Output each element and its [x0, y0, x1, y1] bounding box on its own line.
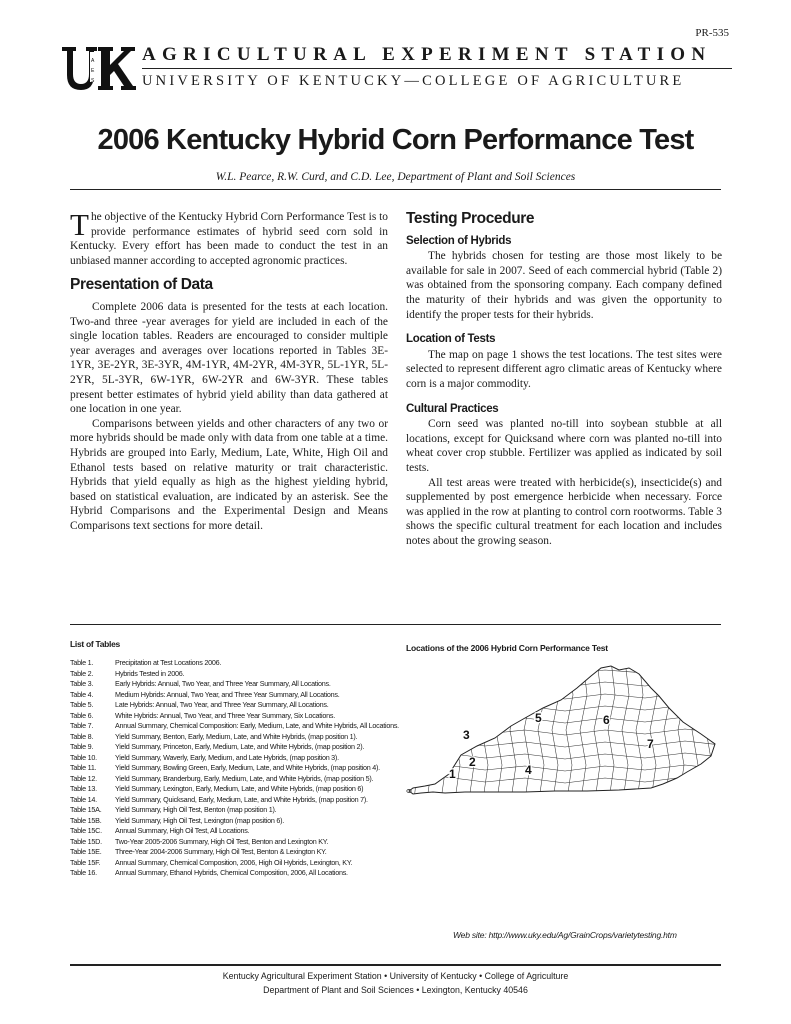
table-description: Yield Summary, Bowling Green, Early, Medium, Late, and White Hybrids, (map position 4).	[115, 763, 380, 772]
testing-heading: Testing Procedure	[406, 210, 535, 227]
table-number: Table 10.	[70, 752, 97, 762]
university-name: UNIVERSITY OF KENTUCKY—COLLEGE OF AGRICULTURE	[142, 73, 685, 89]
table-description: Yield Summary, High Oil Test, Lexington (map position 6).	[115, 815, 284, 825]
map-label-6: 6	[603, 713, 610, 727]
table-number: Table 15D.	[70, 836, 102, 846]
map-title: Locations of the 2006 Hybrid Corn Performance Test	[406, 643, 608, 653]
location-paragraph: The map on page 1 shows the test locations. The test sites were selected to represent different agro climatic areas of Kentucky where corn is a major commodity.	[406, 348, 722, 390]
kentucky-county-map	[405, 660, 721, 800]
station-name: AGRICULTURAL EXPERIMENT STATION	[142, 44, 712, 65]
table-number: Table 3.	[70, 679, 94, 688]
list-item	[70, 784, 432, 795]
list-item	[70, 711, 432, 722]
table-number: Table 15E.	[70, 847, 102, 856]
table-description: Annual Summary, High Oil Test, All Locations.	[115, 826, 250, 835]
list-item	[70, 837, 432, 848]
list-item	[70, 816, 432, 827]
list-item	[70, 742, 432, 753]
selection-heading: Selection of Hybrids	[406, 234, 512, 247]
selection-paragraph: The hybrids chosen for testing are those most likely to be available for sale in 2007. Seed of each commercial hybrid (Table 2) was obtained from the sponsoring company. Each company defined the maturity of their hybrids and was given the opportunity to identify the proper tests for their hybrids.	[406, 250, 722, 321]
uk-logo-icon	[60, 44, 136, 92]
map-label-3: 3	[463, 728, 470, 742]
presentation-heading: Presentation of Data	[70, 276, 213, 294]
svg-text:E: E	[91, 68, 95, 74]
table-number: Table 13.	[70, 784, 97, 793]
list-of-tables-title: List of Tables	[70, 639, 120, 649]
map-label-7: 7	[647, 737, 654, 751]
table-number: Table 15A.	[70, 805, 102, 814]
table-number: Table 4.	[70, 689, 94, 699]
table-description: Annual Summary, Ethanol Hybrids, Chemical Composition, 2006, All Locations.	[115, 868, 348, 877]
list-item	[70, 753, 432, 764]
map-label-4: 4	[525, 763, 532, 777]
table-description: Three-Year 2004-2006 Summary, High Oil Test, Benton & Lexington KY.	[115, 847, 327, 856]
table-number: Table 2.	[70, 668, 94, 678]
table-number: Table 15C.	[70, 826, 102, 835]
list-item	[70, 847, 432, 858]
table-description: Annual Summary, Chemical Composition: Early, Medium, Late, and White Hybrids, All Locations.	[115, 721, 399, 730]
table-description: Medium Hybrids: Annual, Two Year, and Three Year Summary, All Locations.	[115, 689, 340, 699]
table-description: Two-Year 2005-2006 Summary, High Oil Test, Benton and Lexington KY.	[115, 836, 329, 846]
cultural-heading: Cultural Practices	[406, 402, 499, 415]
table-number: Table 8.	[70, 731, 94, 741]
list-item	[70, 868, 432, 879]
table-description: Early Hybrids: Annual, Two Year, and Three Year Summary, All Locations.	[115, 679, 331, 688]
table-description: Yield Summary, Benton, Early, Medium, Late, and White Hybrids, (map position 1).	[115, 731, 358, 741]
footer-line-2: Department of Plant and Soil Sciences • Lexington, Kentucky 40546	[263, 985, 528, 995]
list-of-tables	[70, 658, 432, 879]
intro-paragraph	[70, 207, 388, 268]
presentation-paragraph-1: Complete 2006 data is presented for the tests at each location. Two-and three -year averages for yield are included in each of the single location tables. Readers are encouraged to consider multiple year averages and averages over locations reported in Tables 3E-1YR, 3E-2YR, 3E-3YR, 4M-1YR, 4M-2YR, 4M-3YR, 5L-1YR, 5L-2YR, 5L-3YR, 6W-1YR, 6W-2YR and 6W-3YR. These tables present better estimates of hybrid yield ability than data gathered at one location in one year.	[70, 300, 388, 416]
list-item	[70, 732, 432, 743]
table-number: Table 6.	[70, 710, 94, 720]
list-item	[70, 826, 432, 837]
left-column	[70, 207, 388, 533]
table-description: White Hybrids: Annual, Two Year, and Three Year Summary, Six Locations.	[115, 710, 335, 720]
table-number: Table 16.	[70, 868, 97, 877]
list-item	[70, 669, 432, 680]
table-description: Yield Summary, Branderburg, Early, Medium, Late, and White Hybrids, (map position 5).	[115, 773, 374, 783]
list-item	[70, 763, 432, 774]
report-number: PR-535	[695, 27, 729, 39]
table-description: Yield Summary, Lexington, Early, Medium, Late, and White Hybrids, (map position 6)	[115, 784, 364, 793]
table-description: Hybrids Tested in 2006.	[115, 668, 185, 678]
table-number: Table 9.	[70, 742, 94, 751]
list-item	[70, 858, 432, 869]
list-item	[70, 774, 432, 785]
location-heading: Location of Tests	[406, 333, 496, 346]
list-item	[70, 658, 432, 669]
table-description: Yield Summary, Princeton, Early, Medium, Late, and White Hybrids, (map position 2).	[115, 742, 365, 751]
table-number: Table 15B.	[70, 815, 102, 825]
page-title: 2006 Kentucky Hybrid Corn Performance Test	[97, 124, 694, 156]
list-item	[70, 700, 432, 711]
map-label-2: 2	[469, 755, 476, 769]
svg-text:A: A	[91, 58, 95, 64]
map-label-5: 5	[535, 711, 542, 725]
right-column	[406, 212, 722, 548]
table-description: Precipitation at Test Locations 2006.	[115, 658, 222, 667]
list-item	[70, 690, 432, 701]
footer-line-1: Kentucky Agricultural Experiment Station • University of Kentucky • College of Agriculture	[222, 971, 569, 981]
list-item	[70, 805, 432, 816]
header-rule	[142, 68, 732, 69]
footer-rule	[70, 964, 721, 966]
table-number: Table 11.	[70, 763, 97, 772]
table-number: Table 7.	[70, 721, 94, 730]
table-description: Yield Summary, Waverly, Early, Medium, and Late Hybrids, (map position 3).	[115, 752, 339, 762]
table-number: Table 5.	[70, 700, 94, 709]
presentation-paragraph-2: Comparisons between yields and other characters of any two or more hybrids should be made only with data from one table at a time. Hybrids are grouped into Early, Medium, Late, White, High Oil and Ethanol tests based on relative maturity or trait characteristic. Hybrids that yield equally as high as the highest yielding hybrid, based on statistical evaluation, are indicated by an asterisk. See the Hybrid Comparisons and the Experimental Design and Means Comparisons text sections for more detail.	[70, 417, 388, 532]
intro-text: he objective of the Kentucky Hybrid Corn Performance Test is to provide performance estimates of hybrid seed corn sold in Kentucky. Every effort has been made to conduct the test in an unbiased manner according to accepted agronomic practices.	[70, 211, 388, 267]
table-description: Yield Summary, Quicksand, Early, Medium, Late, and White Hybrids, (map position 7).	[115, 794, 368, 804]
list-item	[70, 679, 432, 690]
cultural-paragraph-2: All test areas were treated with herbicide(s), insecticide(s) and supplemented by post emergence herbicide when necessary. Force was applied in the row at planting to control corn rootworms. Table 3 shows the specific cultural treatment for each location and includes notes about the growing season.	[406, 476, 722, 547]
table-number: Table 14.	[70, 794, 97, 804]
table-number: Table 12.	[70, 773, 97, 783]
table-description: Late Hybrids: Annual, Two Year, and Three Year Summary, All Locations.	[115, 700, 329, 709]
table-number: Table 1.	[70, 658, 94, 667]
table-description: Annual Summary, Chemical Composition, 2006, High Oil Hybrids, Lexington, KY.	[115, 857, 353, 867]
website-link[interactable]: Web site: http://www.uky.edu/Ag/GrainCrops/varietytesting.htm	[453, 930, 677, 940]
authors: W.L. Pearce, R.W. Curd, and C.D. Lee, Department of Plant and Soil Sciences	[215, 171, 576, 183]
dropcap: T	[70, 207, 89, 242]
list-item	[70, 795, 432, 806]
svg-text:S: S	[91, 78, 95, 84]
table-description: Yield Summary, High Oil Test, Benton (map position 1).	[115, 805, 277, 814]
map-label-1: 1	[449, 767, 456, 781]
section-rule	[70, 624, 721, 625]
title-rule	[70, 189, 721, 190]
list-item	[70, 721, 432, 732]
table-number: Table 15F.	[70, 857, 101, 867]
cultural-paragraph-1: Corn seed was planted no-till into soybean stubble at all locations, except for Quicksand where corn was planted no-till into wheat cover crop stubble. Fertilizer was applied as indicated by soil tests.	[406, 418, 722, 474]
